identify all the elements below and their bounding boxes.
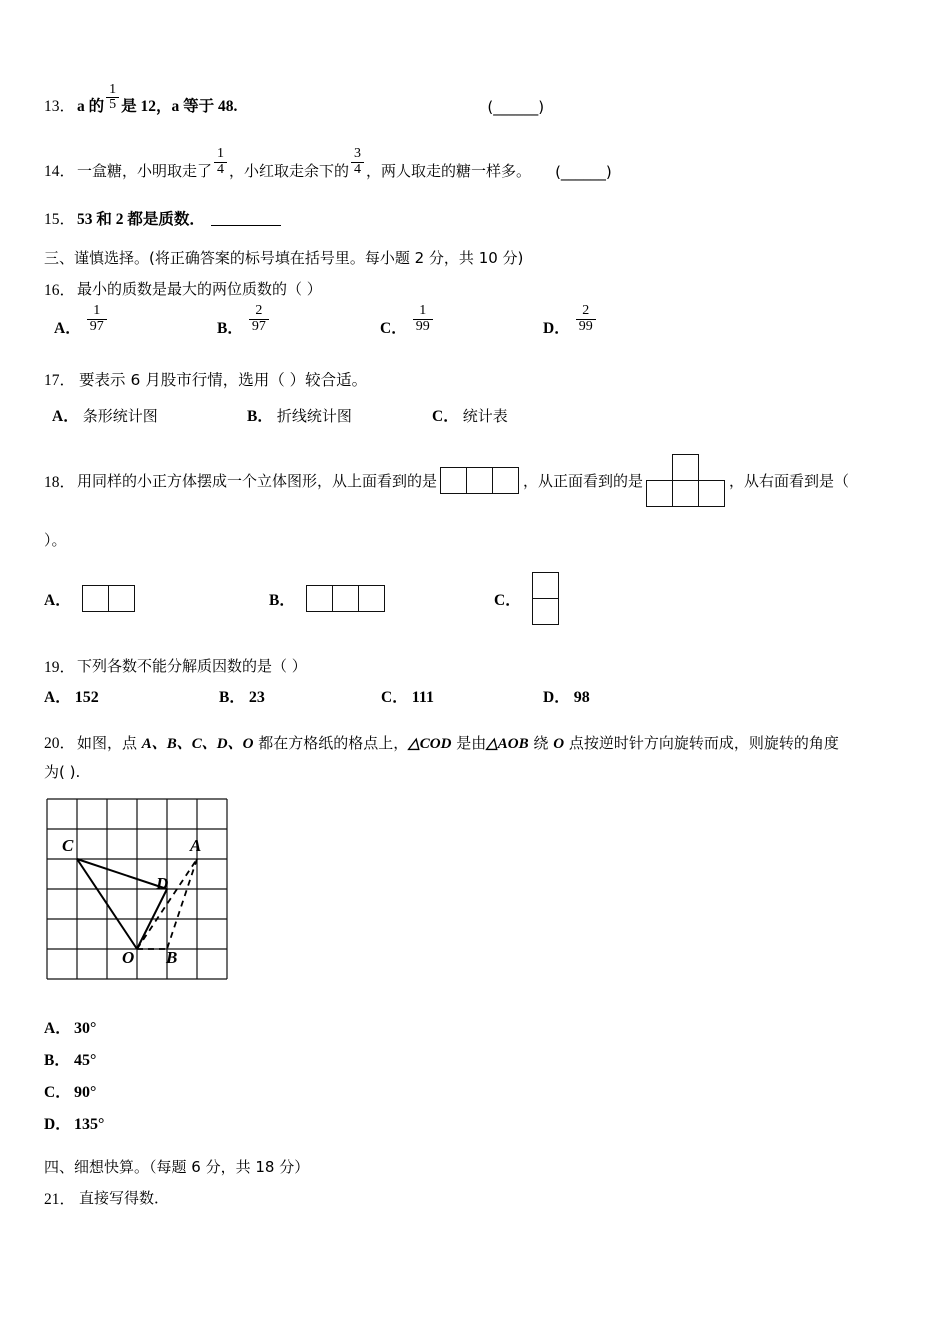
fraction-2-97: $\frac{2}{97}$ [249, 304, 269, 334]
question-19-text: 下列各数不能分解质因数的是（ ） [77, 657, 307, 676]
question-14-answer-blank[interactable]: (______) [555, 162, 612, 181]
lattice-label-b: B [166, 948, 178, 968]
question-18-number: 18． [44, 473, 76, 491]
question-21-number: 21． [44, 1191, 76, 1209]
question-13-answer-blank[interactable]: (______) [487, 98, 545, 117]
question-20 [44, 731, 906, 782]
option-17-c[interactable]: C． 统计表 [432, 407, 508, 426]
question-21 [44, 1187, 906, 1209]
question-14-pre: 一盒糖，小明取走了 [77, 161, 213, 180]
question-20-line2: 为( ). [44, 763, 81, 782]
rotation-lattice-figure [44, 796, 254, 1006]
question-18-options [44, 572, 906, 625]
question-17-options [52, 404, 906, 426]
question-15-answer-blank[interactable] [211, 225, 281, 226]
question-16-text: 最小的质数是最大的两位质数的（ ） [77, 279, 322, 298]
question-20-point-o: O [553, 736, 565, 753]
option-18-b[interactable]: B． [269, 585, 494, 612]
option-20-a[interactable]: A． 30° [44, 1020, 97, 1038]
option-19-a[interactable]: A． 152 [44, 689, 99, 707]
section-3-heading: 三、谨慎选择。(将正确答案的标号填在括号里。每小题 2 分，共 10 分) [44, 248, 524, 267]
question-20-text-b: 都在方格纸的格点上， [253, 734, 409, 753]
question-18-part1: 用同样的小正方体摆成一个立体图形，从上面看到的是 [77, 472, 438, 491]
question-14-post: ，两人取走的糖一样多。 [366, 161, 532, 180]
cube-front-view [647, 454, 725, 507]
fraction-three-quarters: $\frac{3}{4}$ [351, 147, 364, 177]
fraction-one-fifth: $\frac{1}{5}$ [106, 83, 119, 113]
option-16-a[interactable]: A． $\frac{1}{97}$ [54, 308, 217, 338]
option-19-d[interactable]: D． 98 [543, 689, 590, 707]
question-18 [44, 454, 906, 507]
question-20-text-c: 是由 [451, 734, 487, 753]
option-18-a-figure [83, 585, 135, 612]
lattice-label-d: D [156, 874, 169, 894]
question-15 [44, 207, 906, 229]
option-19-c[interactable]: C． 111 [381, 689, 434, 707]
option-17-b[interactable]: B． 折线统计图 [247, 407, 352, 426]
question-20-options [44, 1016, 906, 1134]
question-14-mid: ，小红取走余下的 [229, 161, 350, 180]
option-17-a[interactable]: A． 条形统计图 [52, 407, 158, 426]
fraction-1-97: $\frac{1}{97}$ [87, 304, 107, 334]
question-19-options [44, 685, 906, 707]
option-18-a[interactable]: A． [44, 585, 269, 612]
question-20-points: A、B、C、D、O [141, 736, 254, 753]
question-20-triangle-cod: △COD [408, 736, 452, 753]
question-20-text-a: 如图，点 [77, 734, 142, 753]
question-19 [44, 655, 906, 677]
question-13 [44, 81, 906, 117]
question-17 [44, 368, 906, 390]
question-13-post: 是 12，a 等于 48. [121, 98, 238, 116]
question-20-triangle-aob: △AOB [486, 736, 529, 753]
question-18-part4: ）。 [44, 531, 67, 550]
question-18-part2: ，从正面看到的是 [523, 472, 644, 491]
question-17-text: 要表示 6 月股市行情，选用（ ）较合适。 [79, 371, 368, 390]
question-16 [44, 278, 906, 300]
question-13-number: 13． [44, 98, 76, 116]
option-20-c[interactable]: C． 90° [44, 1084, 97, 1102]
question-14 [44, 145, 906, 181]
option-16-d[interactable]: D． $\frac{2}{99}$ [543, 308, 598, 338]
lattice-label-c: C [62, 836, 74, 856]
question-13-pre: a 的 [77, 98, 105, 116]
option-16-c[interactable]: C． $\frac{1}{99}$ [380, 308, 543, 338]
question-14-number: 14． [44, 162, 76, 180]
option-19-b[interactable]: B． 23 [219, 689, 265, 707]
question-21-text: 直接写得数． [79, 1189, 170, 1208]
question-15-text: 53 和 2 都是质数． [77, 210, 205, 228]
cube-top-view [441, 467, 519, 494]
lattice-svg [44, 796, 254, 1006]
option-18-c-figure [533, 572, 559, 625]
question-15-number: 15． [44, 210, 76, 228]
question-18-cont [44, 529, 906, 550]
question-19-number: 19． [44, 659, 76, 677]
question-17-number: 17． [44, 372, 76, 390]
lattice-label-o: O [122, 948, 135, 968]
question-20-text-d: 绕 [528, 734, 554, 753]
fraction-2-99: $\frac{2}{99}$ [576, 304, 596, 334]
question-16-number: 16． [44, 281, 76, 299]
question-20-number: 20． [44, 735, 76, 753]
lattice-label-a: A [190, 836, 202, 856]
option-18-b-figure [307, 585, 385, 612]
option-20-d[interactable]: D． 135° [44, 1116, 105, 1134]
fraction-1-99: $\frac{1}{99}$ [413, 304, 433, 334]
option-18-c[interactable]: C． [494, 572, 559, 625]
question-18-part3: ，从右面看到是（ [729, 472, 850, 491]
option-16-b[interactable]: B． $\frac{2}{97}$ [217, 308, 380, 338]
question-16-options [54, 303, 906, 338]
option-20-b[interactable]: B． 45° [44, 1052, 97, 1070]
fraction-one-quarter: $\frac{1}{4}$ [214, 147, 227, 177]
page-content [44, 81, 906, 1209]
question-20-text-e: 点按逆时针方向旋转而成，则旋转的角度 [564, 734, 839, 753]
section-4-heading: 四、细想快算。（每题 6 分，共 18 分） [44, 1158, 310, 1177]
